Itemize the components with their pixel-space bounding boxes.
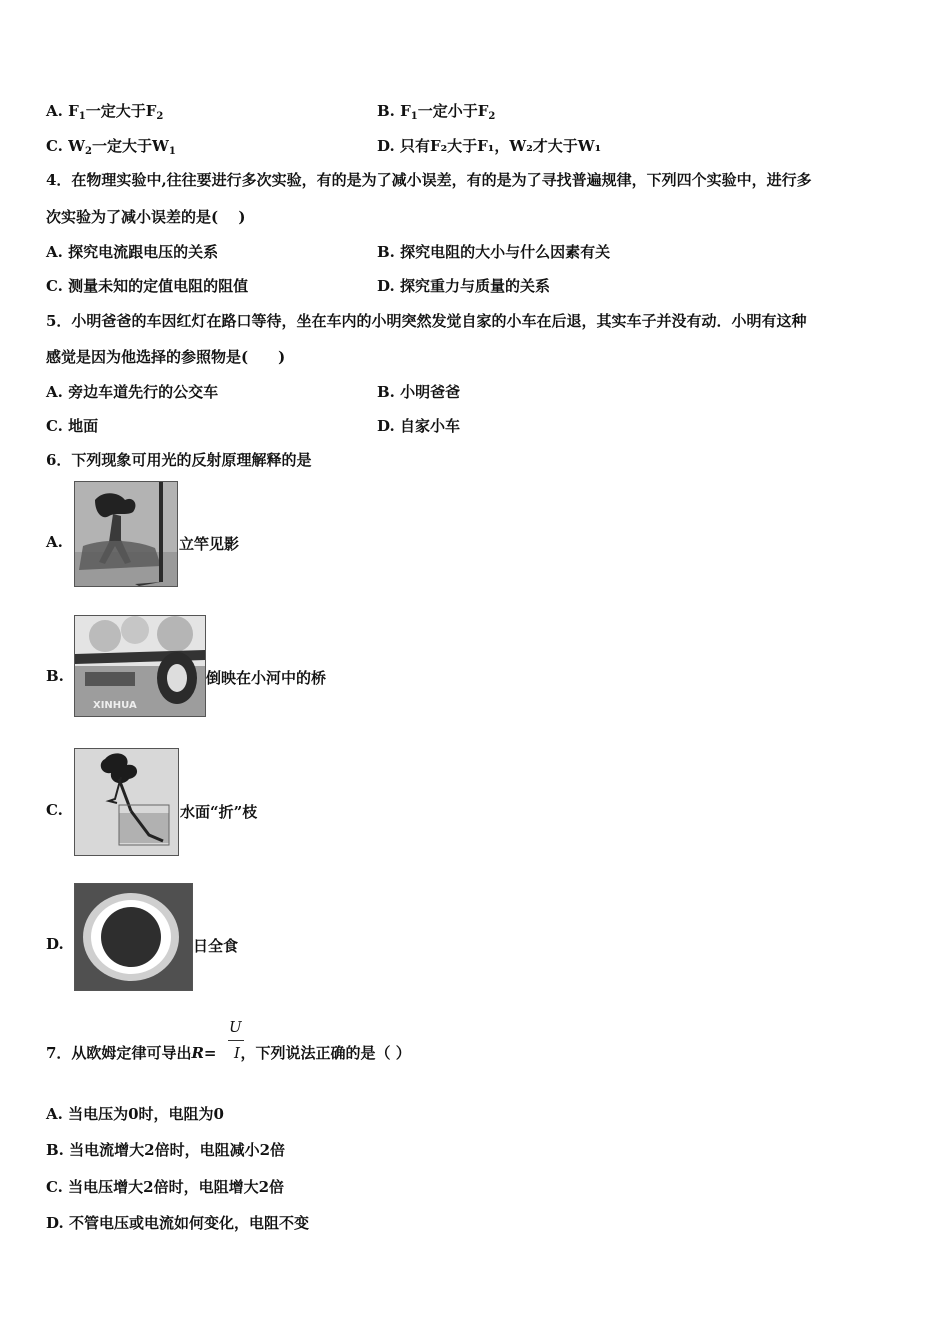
q6-option-a-label: A. [46, 533, 63, 551]
q4-option-d: D. 探究重力与质量的关系 [377, 277, 550, 295]
formula-denominator: I [234, 1044, 240, 1062]
q7-option-b: B. 当电流增大2倍时，电阻减小2倍 [46, 1141, 286, 1159]
q5-option-b: B. 小明爸爸 [377, 383, 461, 401]
svg-text:XINHUA: XINHUA [93, 700, 137, 711]
q5-option-a: A. 旁边车道先行的公交车 [46, 383, 219, 401]
q7-option-d: D. 不管电压或电流如何变化，电阻不变 [46, 1214, 309, 1232]
q5-stem-line1: 5．小明爸爸的车因红灯在路口等待，坐在车内的小明突然发觉自家的小车在后退，其实车子并没有动．小明有这种 [46, 312, 807, 330]
q4-option-c: C. 测量未知的定值电阻的阻值 [46, 277, 249, 295]
q6-option-d-caption: 日全食 [193, 937, 239, 955]
q4-option-b: B. 探究电阻的大小与什么因素有关 [377, 243, 611, 261]
solar-eclipse-image [74, 883, 193, 991]
q4-stem-line2: 次实验为了减小误差的是( ) [46, 208, 246, 226]
q6-option-c-label: C. [46, 801, 63, 819]
q7-option-a: A. 当电压为0时，电阻为0 [46, 1105, 224, 1123]
q3-option-a: A. $F_1$一定大于$F_2$ [46, 102, 164, 122]
q3-option-d: D. 只有F₂大于F₁，W₂才大于W₁ [377, 137, 602, 155]
q3-option-c: C. $W_2$一定大于$W_1$ [46, 137, 176, 157]
fraction-bar [228, 1040, 244, 1041]
q6-option-d-label: D. [46, 935, 64, 953]
q6-option-b-caption: 倒映在小河中的桥 [206, 669, 327, 687]
q5-option-d: D. 自家小车 [377, 417, 460, 435]
q7-stem: 7．从欧姆定律可导出R= ，下列说法正确的是（ ） [46, 1044, 411, 1062]
q5-option-c: C. 地面 [46, 417, 99, 435]
q3-option-b: B. $F_1$一定小于$F_2$ [377, 102, 496, 122]
pole-shadow-image [74, 481, 178, 587]
q6-option-c-caption: 水面“折”枝 [180, 803, 258, 821]
bridge-reflection-image [74, 615, 206, 717]
branch-in-water-image [74, 748, 179, 856]
formula-lhs: R= [191, 1044, 217, 1062]
q6-option-a-caption: 立竿见影 [179, 535, 240, 553]
q7-option-c: C. 当电压增大2倍时，电阻增大2倍 [46, 1178, 285, 1196]
formula-numerator: U [229, 1018, 242, 1036]
q4-stem-line1: 4．在物理实验中,往往要进行多次实验，有的是为了减小误差，有的是为了寻找普遍规律，下列四个实验中，进行多 [46, 171, 812, 189]
q4-option-a: A. 探究电流跟电压的关系 [46, 243, 219, 261]
q6-stem: 6．下列现象可用光的反射原理解释的是 [46, 451, 312, 469]
q5-stem-line2: 感觉是因为他选择的参照物是( ) [46, 348, 286, 366]
q6-option-b-label: B. [46, 667, 64, 685]
